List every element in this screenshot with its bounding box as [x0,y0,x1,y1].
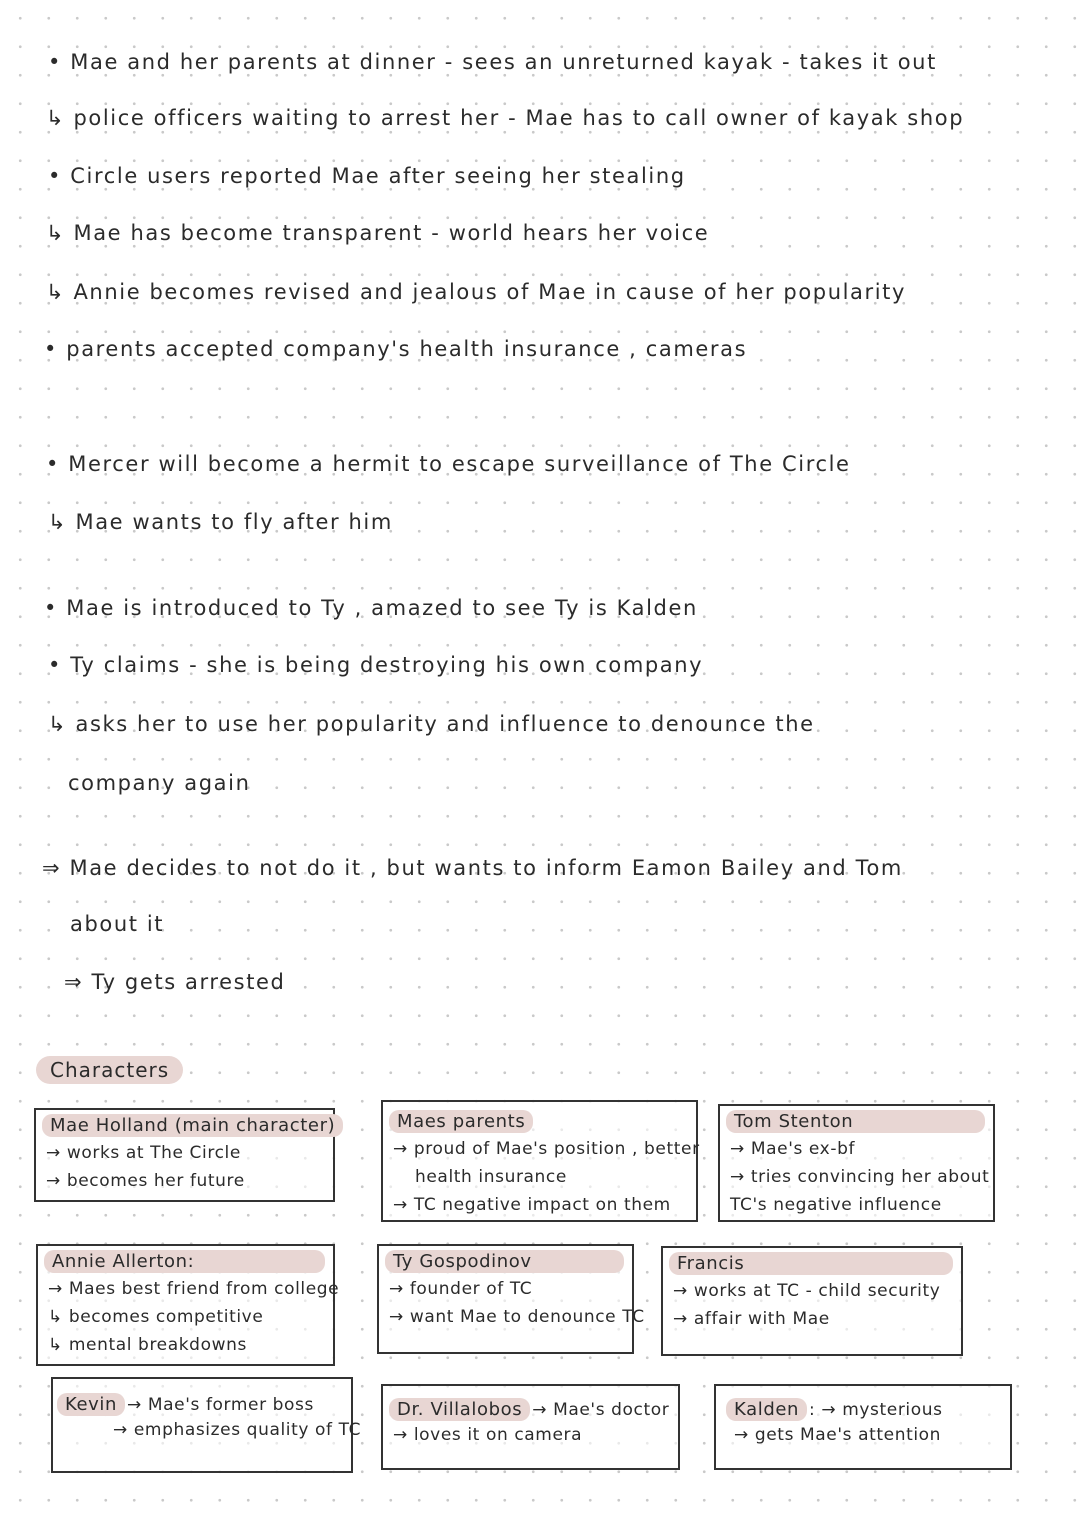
character-detail: → tries convincing her about [730,1167,990,1187]
character-role: → Mae's doctor [532,1400,670,1420]
note-line: ⇒ Mae decides to not do it , but wants to inform Eamon Bailey and Tom [42,856,903,880]
note-line: ↳ police officers waiting to arrest her - Mae has to call owner of kayak shop [46,106,965,130]
character-name: Tom Stenton [726,1110,985,1133]
note-line: • parents accepted company's health insurance , cameras [44,337,747,361]
character-card-mae [34,1108,335,1202]
character-detail: → TC negative impact on them [393,1195,671,1215]
note-line: • Mercer will become a hermit to escape surveillance of The Circle [46,452,851,476]
character-name: Francis [669,1252,953,1275]
character-name: Maes parents [389,1110,533,1133]
character-name: Annie Allerton: [44,1250,325,1273]
note-line: company again [68,771,251,795]
character-detail: → emphasizes quality of TC [113,1420,362,1440]
note-line: • Mae is introduced to Ty , amazed to see Ty is Kalden [44,596,698,620]
note-line: about it [70,912,165,936]
character-detail: → works at The Circle [46,1143,241,1163]
character-detail: → Mae's ex-bf [730,1139,856,1159]
character-detail: TC's negative influence [730,1195,942,1215]
note-line: ↳ Mae wants to fly after him [48,510,393,534]
character-card-tom [718,1104,995,1222]
character-role: → Mae's former boss [127,1395,314,1415]
note-line: ↳ asks her to use her popularity and influence to denounce the [48,712,815,736]
character-card-francis [661,1246,963,1356]
character-detail: → affair with Mae [673,1309,830,1329]
character-name: Kevin [57,1393,125,1416]
character-card-ty [377,1244,645,1354]
character-detail: ↳ becomes competitive [48,1307,264,1327]
character-name: Dr. Villalobos [389,1398,530,1421]
character-card-villalobos [381,1384,680,1470]
character-name: Mae Holland (main character) [42,1114,343,1137]
character-detail: health insurance [415,1167,567,1187]
note-line: ↳ Mae has become transparent - world hears her voice [46,221,710,245]
character-detail: → loves it on camera [393,1425,583,1445]
character-name: Ty Gospodinov [385,1250,624,1273]
character-card-kevin [51,1377,362,1473]
note-line: • Ty claims - she is being destroying his own company [48,653,703,677]
note-line: ↳ Annie becomes revised and jealous of Mae in cause of her popularity [46,280,907,304]
character-detail: → works at TC - child security [673,1281,941,1301]
characters-heading: Characters [36,1056,183,1084]
character-detail: → becomes her future [46,1171,245,1191]
character-detail: → Maes best friend from college [48,1279,340,1299]
character-role: : → mysterious [809,1400,943,1420]
character-name: Kalden [726,1398,807,1421]
character-detail: → want Mae to denounce TC [389,1307,645,1327]
character-detail: → proud of Mae's position , better [393,1139,700,1159]
character-detail: ↳ mental breakdowns [48,1335,247,1355]
note-line: ⇒ Ty gets arrested [64,970,286,994]
character-card-annie [36,1244,340,1366]
character-detail: → founder of TC [389,1279,533,1299]
character-card-kalden [714,1384,1012,1470]
character-card-parents [381,1100,698,1222]
character-detail: → gets Mae's attention [734,1425,942,1445]
note-line: • Circle users reported Mae after seeing her stealing [48,164,686,188]
note-line: • Mae and her parents at dinner - sees an unreturned kayak - takes it out [48,50,937,74]
